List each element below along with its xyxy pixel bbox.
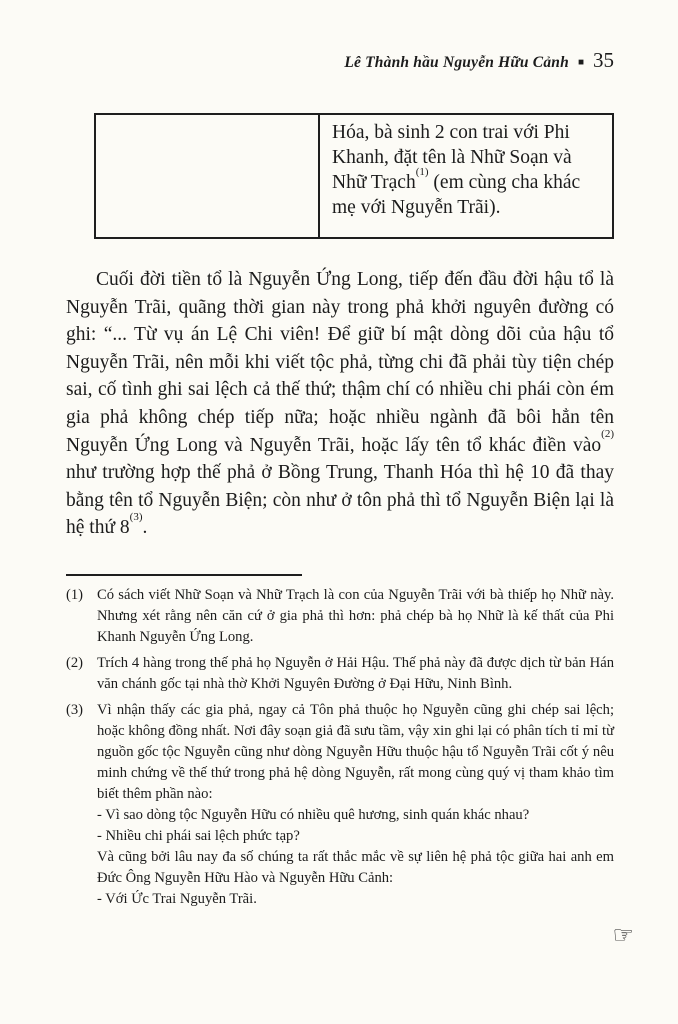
footnote-ref-2: (2) xyxy=(601,428,614,441)
footnote-text: Trích 4 hàng trong thế phả họ Nguyễn ở Hải Hậu. Thế phả này đã được dịch từ bản Hán văn chánh gốc tại nhà thờ Khởi Nguyên Đường ở Đại Hữu, Ninh Bình. xyxy=(97,654,614,692)
pointing-hand-icon: ☞ xyxy=(612,923,634,949)
footnotes-section xyxy=(66,585,614,910)
table-cell-text-cont: (em cùng cha khác mẹ với Nguyễn Trãi). xyxy=(332,172,581,218)
genealogy-table xyxy=(94,113,614,239)
footnote-ref-1: (1) xyxy=(415,165,429,178)
table-cell-left xyxy=(96,115,320,237)
square-bullet-icon: ■ xyxy=(577,57,584,68)
footnote-marker: (2) xyxy=(66,654,84,671)
running-header xyxy=(66,48,614,73)
footnote-text: Có sách viết Nhữ Soạn và Nhữ Trạch là con của Nguyễn Trãi với bà thiếp họ Nhữ này. Nhưng xét rằng nên căn cứ ở gia phả thì hơn: phả chép bà họ Nhữ là kế thất của Phi Khanh Nguyễn Ứng Long. xyxy=(97,586,614,645)
footnote-2 xyxy=(66,653,614,695)
footnote-list-item: - Vì sao dòng tộc Nguyễn Hữu có nhiều quê hương, sinh quán khác nhau? xyxy=(97,806,530,823)
footnote-list-item: - Nhiều chi phái sai lệch phức tạp? xyxy=(97,827,300,844)
table-cell-right xyxy=(320,115,612,237)
footnote-ref-3: (3) xyxy=(129,510,143,523)
body-text: Cuối đời tiền tổ là Nguyễn Ứng Long, tiếp đến đầu đời hậu tổ là Nguyễn Trãi, quãng thời gian này trong phả khởi nguyên đường có ghi: “... Từ vụ án Lệ Chi viên! Để giữ bí mật dòng dõi của hậu tổ Nguyễn Trãi, nên mỗi khi viết tộc phả, từng chi đã phải tùy tiện chép sai, cố tình ghi sai lệch cả thế thứ; thậm chí có nhiều chi phái còn ém gia phả không chép tiếp nữa; hoặc nhiều ngành đã bôi hẳn tên Nguyễn Ứng Long và Nguyễn Trãi, hoặc lấy tên tổ khác điền vào xyxy=(66,269,614,456)
footnote-list-item: - Với Ức Trai Nguyễn Trãi. xyxy=(97,890,257,907)
footnote-1 xyxy=(66,585,614,648)
footnote-marker: (1) xyxy=(66,586,84,603)
footnote-text: Vì nhận thấy các gia phả, ngay cả Tôn phả thuộc họ Nguyễn cũng ghi chép sai lệch; hoặc không đồng nhất. Nơi đây soạn giả đã sưu tầm, vậy xin ghi lại có phân tích tỉ mỉ từ nguồn gốc tộc Nguyễn cũng như dòng Nguyễn Hữu thuộc hậu tổ Nguyễn Trãi cốt ý nêu minh chứng về thế thứ trong phả hệ dòng Nguyễn, rất mong cùng quý vị tham khảo tìm biết thêm phần nào: xyxy=(97,701,614,802)
footnote-text: Và cũng bởi lâu nay đa số chúng ta rất thắc mắc về sự liên hệ phả tộc giữa hai anh em Đức Ông Nguyễn Hữu Hào và Nguyễn Hữu Cảnh: xyxy=(97,848,614,886)
running-title: Lê Thành hầu Nguyễn Hữu Cảnh xyxy=(344,54,569,71)
footnote-separator xyxy=(66,574,302,576)
body-paragraph xyxy=(66,266,614,542)
table-cell-text: Hóa, bà sinh 2 con trai với Phi Khanh, đặt tên là Nhữ Soạn và Nhữ Trạch xyxy=(332,122,572,193)
footnote-marker: (3) xyxy=(66,701,84,718)
body-text-end: . xyxy=(142,517,148,539)
page-number: 35 xyxy=(593,48,614,72)
footnote-3 xyxy=(66,700,614,910)
body-text-cont: như trường hợp thế phả ở Bồng Trung, Thanh Hóa thì hệ 10 đã thay bằng tên tổ Nguyễn Biện; còn như ở tôn phả thì tổ Nguyễn Biện lại là hệ thứ 8 xyxy=(66,462,614,539)
